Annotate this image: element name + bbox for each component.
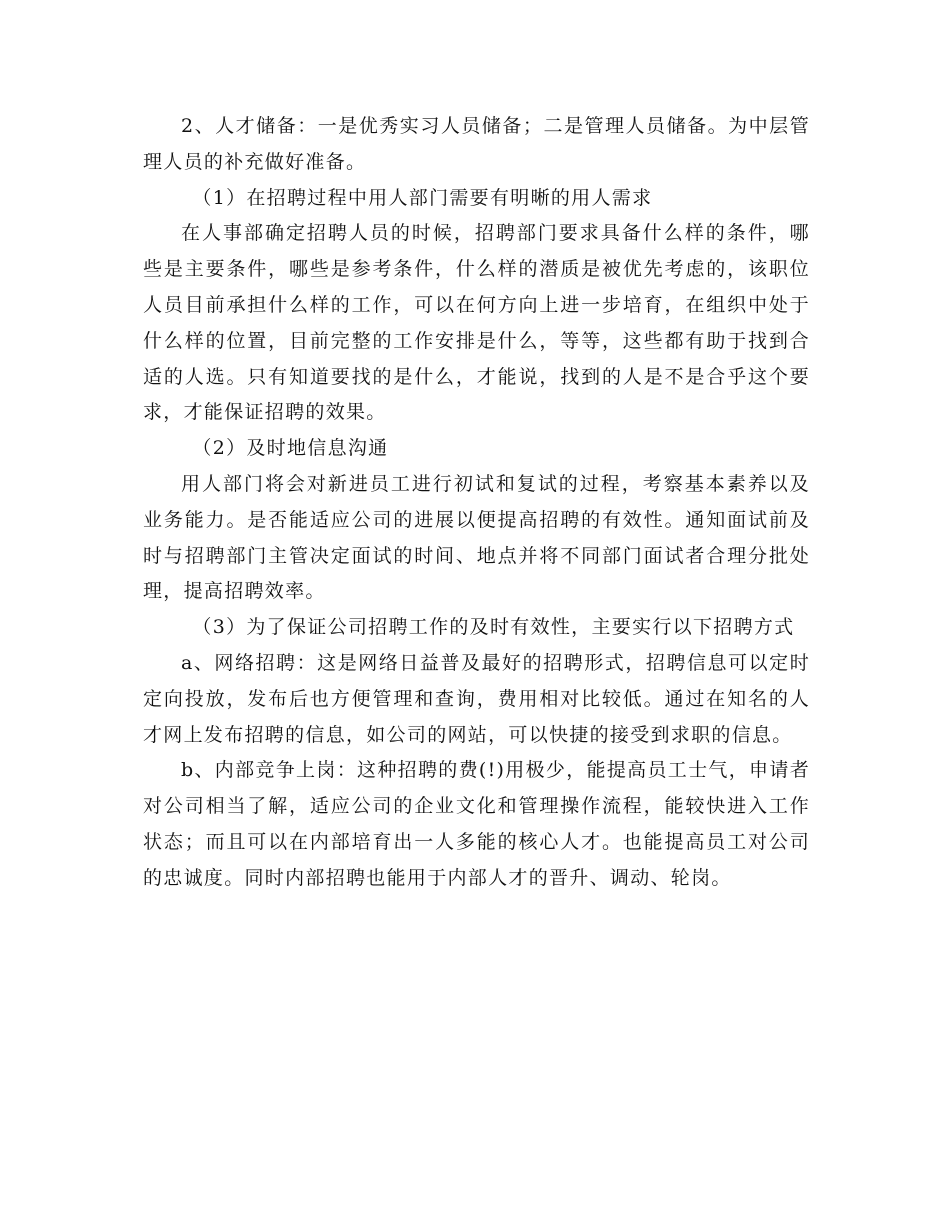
paragraph-internal-competition: b、内部竞争上岗：这种招聘的费(!)用极少，能提高员工士气，申请者对公司相当了解，适应公司的企业文化和管理操作流程，能较快进入工作状态；而且可以在内部培育出一人多能的核心人才。也能提高员工对公司的忠诚度。同时内部招聘也能用于内部人才的晋升、调动、轮岗。 [143,759,810,889]
paragraph-online-recruitment: a、网络招聘：这是网络日益普及最好的招聘形式，招聘信息可以定时定向投放，发布后也方便管理和查询，费用相对比较低。通过在知名的人才网上发布招聘的信息，如公司的网站，可以快捷的接受到求职的信息。 [143,651,810,746]
paragraph-communication-detail: 用人部门将会对新进员工进行初试和复试的过程，考察基本素养以及业务能力。是否能适应公司的进展以便提高招聘的有效性。通知面试前及时与招聘部门主管决定面试的时间、地点并将不同部门面试者合理分批处理，提高招聘效率。 [143,472,810,603]
paragraph-talent-reserve: 2、人才储备：一是优秀实习人员储备；二是管理人员储备。为中层管理人员的补充做好准备。 [143,115,810,173]
subheading-timely-communication: （2）及时地信息沟通 [192,437,389,460]
subheading-clear-requirements: （1）在招聘过程中用人部门需要有明晰的用人需求 [192,186,653,209]
subheading-recruitment-methods: （3）为了保证公司招聘工作的及时有效性，主要实行以下招聘方式 [192,616,795,639]
paragraph-requirements-detail: 在人事部确定招聘人员的时候，招聘部门要求具备什么样的条件，哪些是主要条件，哪些是参考条件，什么样的潜质是被优先考虑的，该职位人员目前承担什么样的工作，可以在何方向上进一步培育，在组织中处于什么样的位置，目前完整的工作安排是什么，等等，这些都有助于找到合适的人选。只有知道要找的是什么，才能说，找到的人是不是合乎这个要求，才能保证招聘的效果。 [143,222,810,424]
document-page [143,109,810,897]
